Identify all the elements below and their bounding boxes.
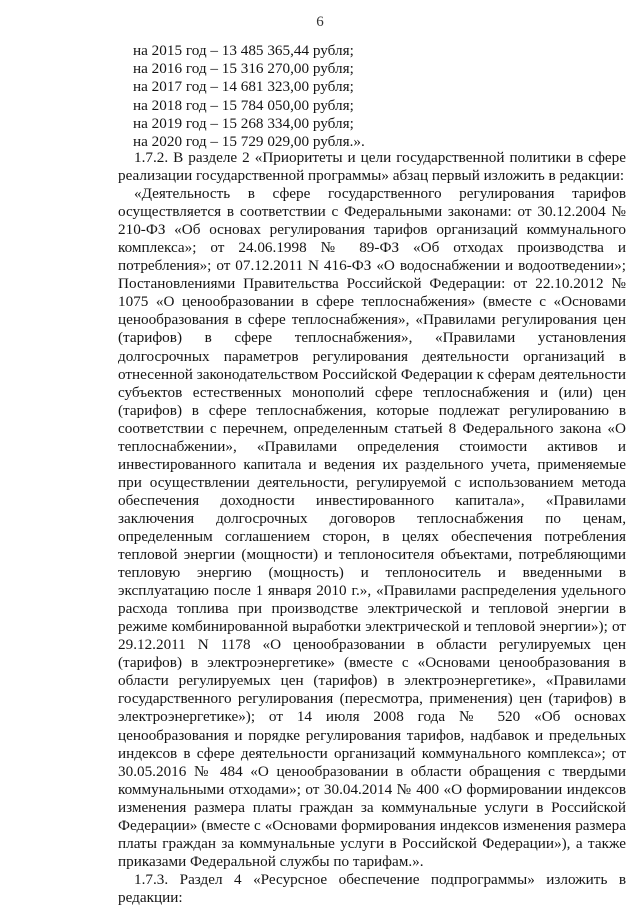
- amount-line-2019: на 2019 год – 15 268 334,00 рубля;: [133, 114, 354, 132]
- paragraph-1-7-2: 1.7.2. В разделе 2 «Приоритеты и цели государственной политики в сфере реализации государственной программы» абзац первый изложить в редакции:: [118, 149, 626, 185]
- paragraph-1-7-3: 1.7.3. Раздел 4 «Ресурсное обеспечение подпрограммы» изложить в редакции:: [118, 870, 626, 906]
- amount-line-2015: на 2015 год – 13 485 365,44 рубля;: [133, 42, 354, 59]
- amount-line-2016: на 2016 год – 15 316 270,00 рубля;: [133, 60, 354, 78]
- amount-line-2017: на 2017 год – 14 681 323,00 рубля;: [133, 78, 354, 96]
- document-body: [118, 149, 626, 907]
- funding-amounts-list: [133, 42, 365, 151]
- amount-line-2020: на 2020 год – 15 729 029,00 рубля.».: [133, 133, 365, 151]
- amount-line-2018: на 2018 год – 15 784 050,00 рубля;: [133, 96, 354, 114]
- page-number: 6: [316, 14, 324, 30]
- paragraph-legal-basis: «Деятельность в сфере государственного регулирования тарифов осуществляется в соответствии с Федеральными законами: от 30.12.2004 № 210-ФЗ «Об основах регулирования тарифов организаций коммунального комплекса»; от 24.06.1998 № 89-ФЗ «Об отходах производства и потребления»; от 07.12.2011 N 416-ФЗ «О водоснабжении и водоотведении»; Постановлениями Правительства Российской Федерации: от 22.10.2012 № 1075 «О ценообразовании в сфере теплоснабжения» (вместе с «Основами ценообразования в сфере теплоснабжения», «Правилами регулирования цен (тарифов) в сфере теплоснабжения», «Правилами установления долгосрочных параметров регулирования деятельности организаций в отнесенной законодательством Российской Федерации к сферам деятельности субъектов естественных монополий сфере теплоснабжения и (или) цен (тарифов) в сфере теплоснабжения, которые подлежат регулированию в соответствии с перечнем, определенным статьей 8 Федерального закона «О теплоснабжении», «Правилами определения стоимости активов и инвестированного капитала и ведения их раздельного учета, применяемые при осуществлении деятельности, регулируемой с использованием метода обеспечения доходности инвестированного капитала», «Правилами заключения долгосрочных договоров теплоснабжения по ценам, определенным соглашением сторон, в целях обеспечения потребления тепловой энергии (мощности) и теплоносителя объектами, потребляющими тепловую энергию (мощность) и теплоноситель и введенными в эксплуатацию после 1 января 2010 г.», «Правилами распределения удельного расхода топлива при производстве электрической и тепловой энергии в режиме комбинированной выработки электрической и тепловой энергии»); от 29.12.2011 N 1178 «О ценообразовании в области регулируемых цен (тарифов) в электроэнергетике» (вместе с «Основами ценообразования в области регулируемых цен (тарифов) в электроэнергетике», «Правилами государственного регулирования (пересмотра, применения) цен (тарифов) в электроэнергетике»); от 14 июля 2008 года № 520 «Об основах ценообразования и порядке регулирования тарифов, надбавок и предельных индексов в сфере деятельности организаций коммунального комплекса»; от 30.05.2016 № 484 «О ценообразовании в области обращения с твердыми коммунальными отходами»; от 30.04.2014 № 400 «О формировании индексов изменения размера платы граждан за коммунальные услуги в Российской Федерации» (вместе с «Основами формирования индексов изменения размера платы граждан за коммунальные услуги в Российской Федерации»), а также приказами Федеральной службы по тарифам.».: [118, 185, 626, 870]
